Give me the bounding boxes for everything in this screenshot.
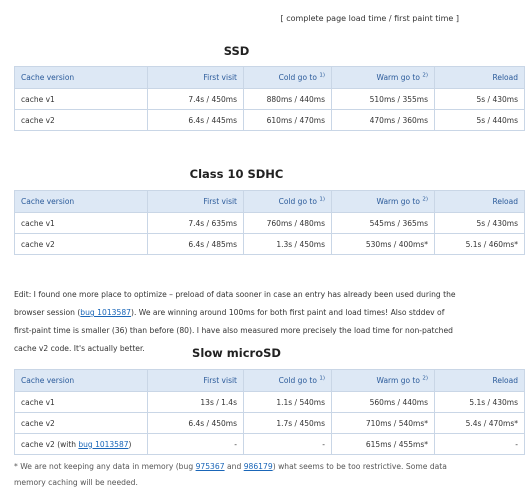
cell-reload: 5s / 430ms <box>435 89 525 110</box>
bug-link-986179[interactable]: 986179 <box>243 462 273 471</box>
cell-warm-go-to: 510ms / 355ms <box>332 89 435 110</box>
table-row <box>15 434 525 455</box>
cell-cold-go-to: 760ms / 480ms <box>244 213 332 234</box>
col-header-warm-go-to: Warm go to $^{2)}$ <box>332 191 435 213</box>
legend-note: [ complete page load time / first paint time ] <box>280 14 459 23</box>
cell-first-visit: 6.4s / 485ms <box>148 234 244 255</box>
col-header-warm-go-to: Warm go to $^{2)}$ <box>332 370 435 392</box>
table-row <box>15 89 525 110</box>
col-header-first-visit: First visit <box>148 67 244 89</box>
cell-version: cache v2 <box>15 413 148 434</box>
cell-warm-go-to: 710ms / 540ms* <box>332 413 435 434</box>
cell-reload: 5.1s / 430ms <box>435 392 525 413</box>
table-row <box>15 234 525 255</box>
cell-first-visit: 6.4s / 450ms <box>148 413 244 434</box>
cell-reload: - <box>435 434 525 455</box>
cell-warm-go-to: 615ms / 455ms* <box>332 434 435 455</box>
section-title-microsd: Slow microSD <box>192 346 281 360</box>
cell-first-visit: 7.4s / 635ms <box>148 213 244 234</box>
cell-cold-go-to: 880ms / 440ms <box>244 89 332 110</box>
cell-first-visit: - <box>148 434 244 455</box>
col-header-cold-go-to: Cold go to $^{1)}$ <box>244 191 332 213</box>
col-header-cache-version: Cache version <box>15 191 148 213</box>
cell-version: cache v1 <box>15 89 148 110</box>
table-header-row <box>15 370 525 392</box>
cell-reload: 5.1s / 460ms* <box>435 234 525 255</box>
section-title-ssd: SSD <box>223 44 250 58</box>
ssd-table <box>14 66 525 131</box>
col-header-reload: Reload <box>435 370 525 392</box>
cell-warm-go-to: 560ms / 440ms <box>332 392 435 413</box>
col-header-cache-version: Cache version <box>15 67 148 89</box>
cell-first-visit: 6.4s / 445ms <box>148 110 244 131</box>
bug-link-1013587[interactable]: bug 1013587 <box>78 439 129 449</box>
table-header-row <box>15 67 525 89</box>
table-row <box>15 213 525 234</box>
cell-version: cache v2 <box>15 110 148 131</box>
cell-first-visit: 13s / 1.4s <box>148 392 244 413</box>
table-row <box>15 392 525 413</box>
cell-cold-go-to: 1.1s / 540ms <box>244 392 332 413</box>
col-header-reload: Reload <box>435 191 525 213</box>
bug-link-975367[interactable]: 975367 <box>195 462 225 471</box>
cell-cold-go-to: - <box>244 434 332 455</box>
cell-version: cache v2 <box>15 234 148 255</box>
table-row <box>15 110 525 131</box>
col-header-first-visit: First visit <box>148 191 244 213</box>
col-header-warm-go-to: Warm go to $^{2)}$ <box>332 67 435 89</box>
cell-version: cache v2 (with bug 1013587) <box>15 434 148 455</box>
col-header-first-visit: First visit <box>148 370 244 392</box>
edit-paragraph: Edit: I found one more place to optimize – preload of data sooner in case an entry has already been used during the browser session (bug 1013587). We are winning around 100ms for both first paint and load times! Also stddev of first-paint time is smaller (36) than before (80). I have also measured more precisely the load time for non-patched cache v2 code. It's actually better. <box>14 290 456 353</box>
cell-first-visit: 7.4s / 450ms <box>148 89 244 110</box>
cell-version: cache v1 <box>15 392 148 413</box>
cell-cold-go-to: 1.3s / 450ms <box>244 234 332 255</box>
cell-reload: 5.4s / 470ms* <box>435 413 525 434</box>
cell-warm-go-to: 530ms / 400ms* <box>332 234 435 255</box>
sdhc-table <box>14 190 525 255</box>
col-header-reload: Reload <box>435 67 525 89</box>
cell-version: cache v1 <box>15 213 148 234</box>
cell-reload: 5s / 430ms <box>435 213 525 234</box>
footnote: * We are not keeping any data in memory (bug 975367 and 986179) what seems to be too restrictive. Some data memory caching will be needed. <box>14 462 447 487</box>
section-title-sdhc: Class 10 SDHC <box>189 167 284 181</box>
cell-cold-go-to: 610ms / 470ms <box>244 110 332 131</box>
table-row <box>15 413 525 434</box>
table-header-row <box>15 191 525 213</box>
col-header-cache-version: Cache version <box>15 370 148 392</box>
cell-warm-go-to: 545ms / 365ms <box>332 213 435 234</box>
cell-reload: 5s / 440ms <box>435 110 525 131</box>
col-header-cold-go-to: Cold go to $^{1)}$ <box>244 370 332 392</box>
bug-link-1013587[interactable]: bug 1013587 <box>80 308 131 317</box>
microsd-table <box>14 369 525 455</box>
col-header-cold-go-to: Cold go to $^{1)}$ <box>244 67 332 89</box>
cell-warm-go-to: 470ms / 360ms <box>332 110 435 131</box>
cell-cold-go-to: 1.7s / 450ms <box>244 413 332 434</box>
